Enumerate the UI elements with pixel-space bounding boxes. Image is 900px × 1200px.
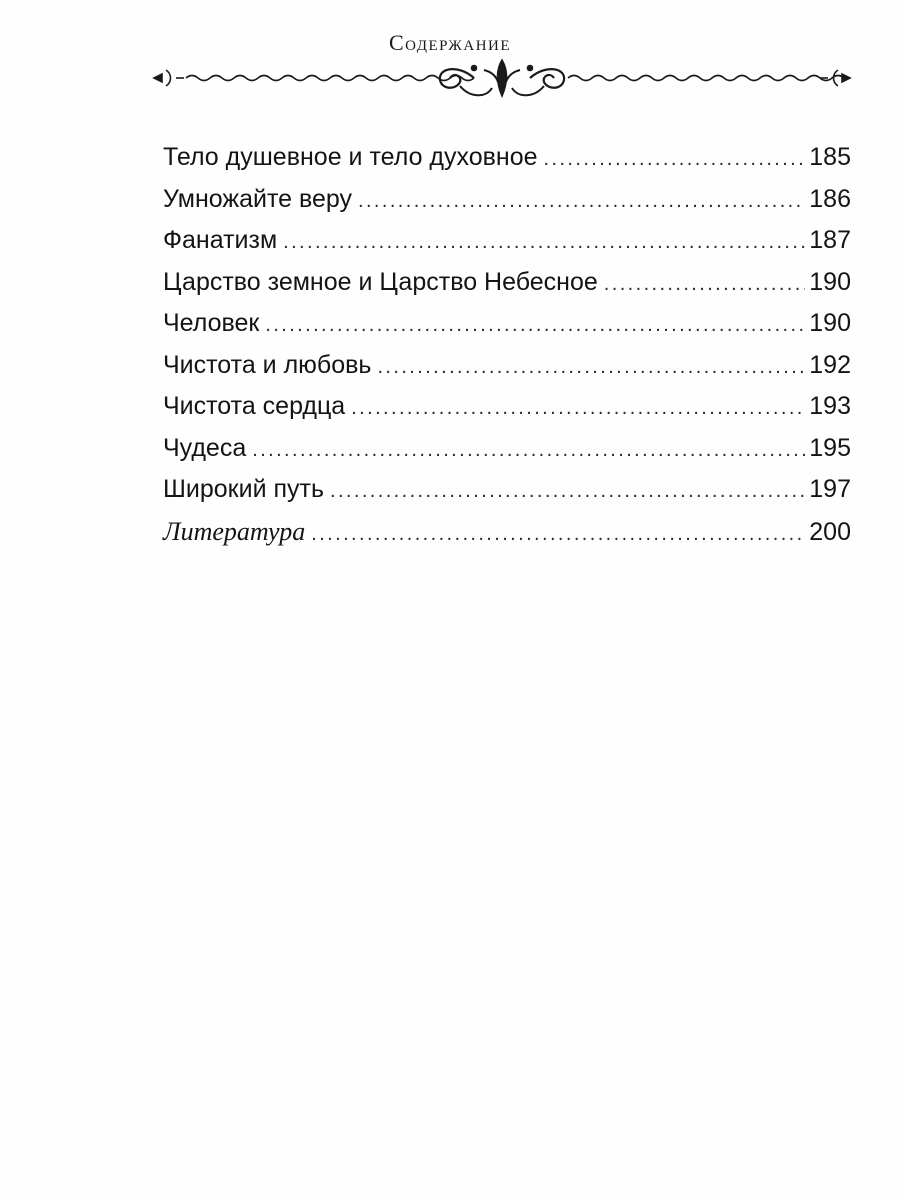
table-of-contents bbox=[163, 137, 851, 552]
toc-entry-title: Широкий путь bbox=[163, 475, 325, 503]
toc-entry-page-number: 193 bbox=[809, 392, 851, 420]
dot-leader bbox=[330, 471, 805, 513]
dot-leader bbox=[544, 139, 806, 181]
dot-leader bbox=[377, 347, 805, 389]
toc-entry-page-number: 195 bbox=[809, 433, 851, 462]
toc-entry-page-number: 200 bbox=[809, 517, 851, 546]
toc-entry-title: Чистота сердца bbox=[163, 392, 346, 420]
toc-entry[interactable] bbox=[163, 428, 851, 470]
toc-entry-title: Литература bbox=[163, 516, 306, 546]
toc-entry-title: Фанатизм bbox=[163, 226, 278, 254]
toc-entry-title: Чудеса bbox=[163, 433, 247, 462]
toc-entry-page-number: 192 bbox=[809, 350, 851, 379]
dot-leader bbox=[252, 430, 805, 472]
toc-entry[interactable] bbox=[163, 137, 851, 179]
toc-entry[interactable] bbox=[163, 262, 851, 304]
running-header-title: Содержание bbox=[388, 30, 512, 55]
toc-entry[interactable] bbox=[163, 179, 851, 221]
dot-leader bbox=[311, 514, 805, 556]
toc-entry-page-number: 190 bbox=[809, 309, 851, 337]
toc-entry-page-number: 185 bbox=[809, 143, 851, 171]
toc-entry-page-number: 186 bbox=[809, 184, 851, 213]
toc-entry[interactable] bbox=[163, 386, 851, 428]
toc-entry[interactable] bbox=[163, 469, 851, 511]
dot-leader bbox=[283, 222, 805, 264]
toc-entry-title: Умножайте веру bbox=[163, 184, 353, 213]
dot-leader bbox=[351, 388, 805, 430]
dot-leader bbox=[604, 264, 806, 306]
toc-entry-title: Человек bbox=[163, 309, 260, 337]
toc-entry-page-number: 197 bbox=[809, 475, 851, 503]
decorative-divider-ornament bbox=[148, 56, 856, 108]
toc-entry[interactable] bbox=[163, 345, 851, 387]
toc-entry-title: Царство земное и Царство Небесное bbox=[163, 267, 598, 296]
toc-entry-bibliography[interactable] bbox=[163, 511, 851, 553]
dot-leader bbox=[265, 305, 805, 347]
toc-entry-page-number: 190 bbox=[809, 267, 851, 296]
dot-leader bbox=[358, 181, 805, 223]
toc-entry[interactable] bbox=[163, 220, 851, 262]
toc-entry-page-number: 187 bbox=[809, 226, 851, 254]
toc-entry-title: Чистота и любовь bbox=[163, 350, 372, 379]
toc-entry[interactable] bbox=[163, 303, 851, 345]
toc-entry-title: Тело душевное и тело духовное bbox=[163, 143, 538, 171]
